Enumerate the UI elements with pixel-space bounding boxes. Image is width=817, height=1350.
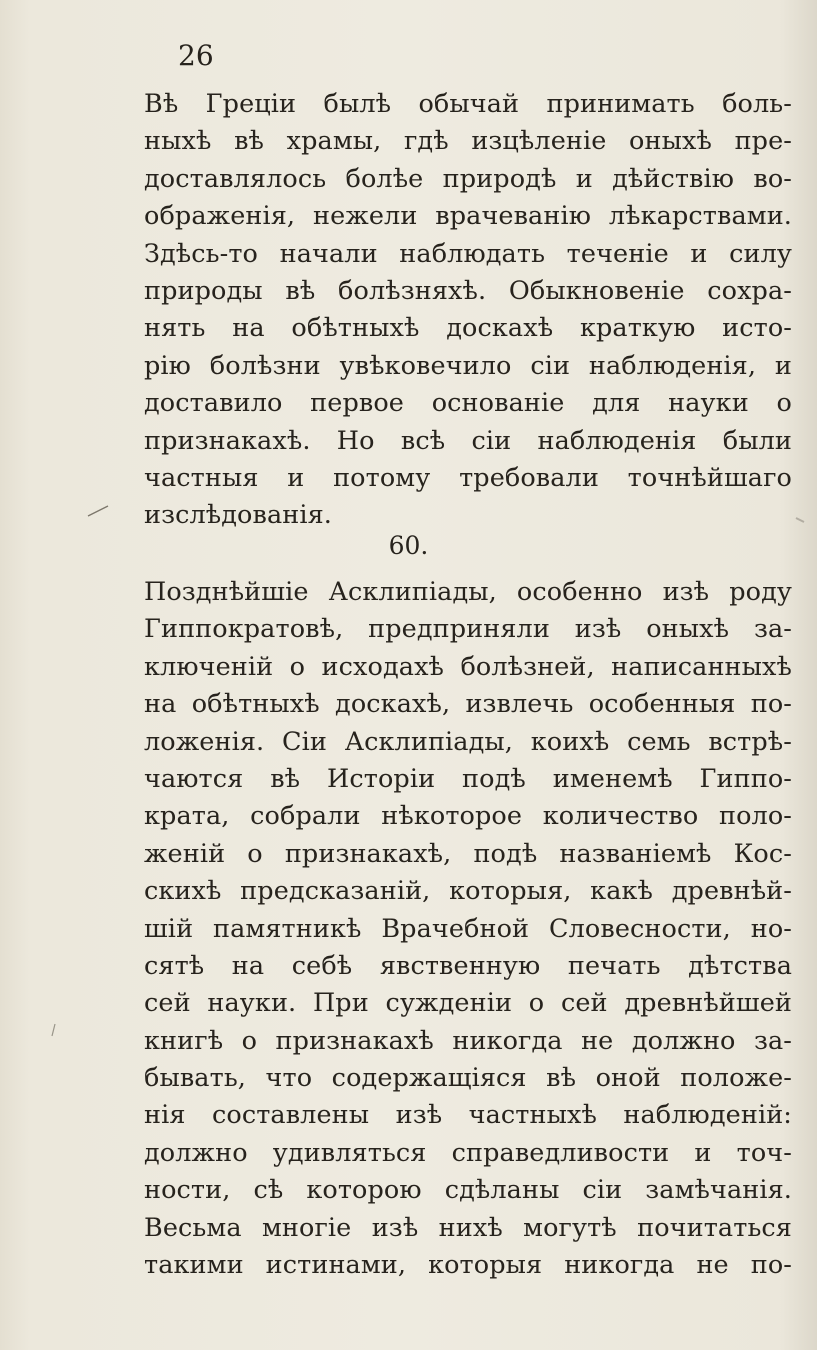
text-line: чаются вѣ Исторіи подѣ именемѣ Гиппо- (144, 763, 792, 794)
text-line: Вѣ Греціи былѣ обычай принимать боль- (144, 89, 792, 119)
text-line: доставило первое основаніе для науки о (144, 388, 792, 419)
text-line: Здѣсь-то начали наблюдать теченіе и силу (144, 238, 792, 269)
text-line: ображенія, нежели врачеванію лѣкарствами. (144, 201, 792, 232)
text-line: шій памятникѣ Врачебной Словесности, но- (144, 913, 792, 944)
text-line: нять на обѣтныхѣ доскахѣ краткую исто- (144, 313, 792, 344)
page-number: 26 (178, 39, 214, 72)
margin-mark (52, 1024, 55, 1036)
text-line: признакахѣ. Но всѣ сіи наблюденія были (144, 425, 792, 456)
margin-mark (88, 506, 108, 516)
text-line: частныя и потому требовали точнѣйшаго (144, 462, 792, 493)
text-line: сей науки. При сужденіи о сей древнѣйшей (144, 988, 792, 1019)
text-line: скихѣ предсказаній, которыя, какѣ древнѣй- (144, 876, 792, 907)
text-line: на обѣтныхѣ доскахѣ, извлечь особенныя по- (144, 689, 792, 720)
text-line: такими истинами, которыя никогда не по- (144, 1250, 792, 1281)
text-line: ложенія. Сіи Асклипіады, коихѣ семь встрѣ- (144, 726, 792, 757)
text-line: ключеній о исходахѣ болѣзней, написанныхѣ (144, 651, 792, 682)
text-line: ныхѣ вѣ храмы, гдѣ изцѣленіе оныхѣ пре- (144, 126, 792, 157)
text-line: Весьма многіе изѣ нихѣ могутѣ почитаться (144, 1212, 792, 1243)
text-line: Гиппократовѣ, предприняли изѣ оныхѣ за- (144, 614, 792, 645)
text-line: женій о признакахѣ, подѣ названіемѣ Кос- (144, 838, 792, 869)
text-line: крата, собрали нѣкоторое количество поло- (144, 801, 792, 832)
text-line: должно удивляться справедливости и точ- (144, 1137, 792, 1168)
text-line: нія составлены изѣ частныхѣ наблюденій: (144, 1100, 792, 1131)
text-line: Позднѣйшіе Асклипіады, особенно изѣ роду (144, 577, 792, 607)
text-line: сятѣ на себѣ явственную печать дѣтства (144, 950, 792, 981)
text-line: книгѣ о признакахѣ никогда не должно за- (144, 1025, 792, 1056)
text-line: бывать, что содержащіяся вѣ оной положе- (144, 1063, 792, 1094)
text-line: рію болѣзни увѣковечило сіи наблюденія, и (144, 350, 792, 381)
text-line: изслѣдованія. (144, 500, 333, 531)
text-line: доставлялось болѣе природѣ и дѣйствію во- (144, 163, 792, 194)
section-number: 60. (388, 531, 429, 560)
text-line: природы вѣ болѣзняхѣ. Обыкновеніе сохра- (144, 275, 792, 306)
margin-mark (796, 518, 804, 522)
text-line: ности, сѣ которою сдѣланы сіи замѣчанія. (144, 1175, 792, 1206)
